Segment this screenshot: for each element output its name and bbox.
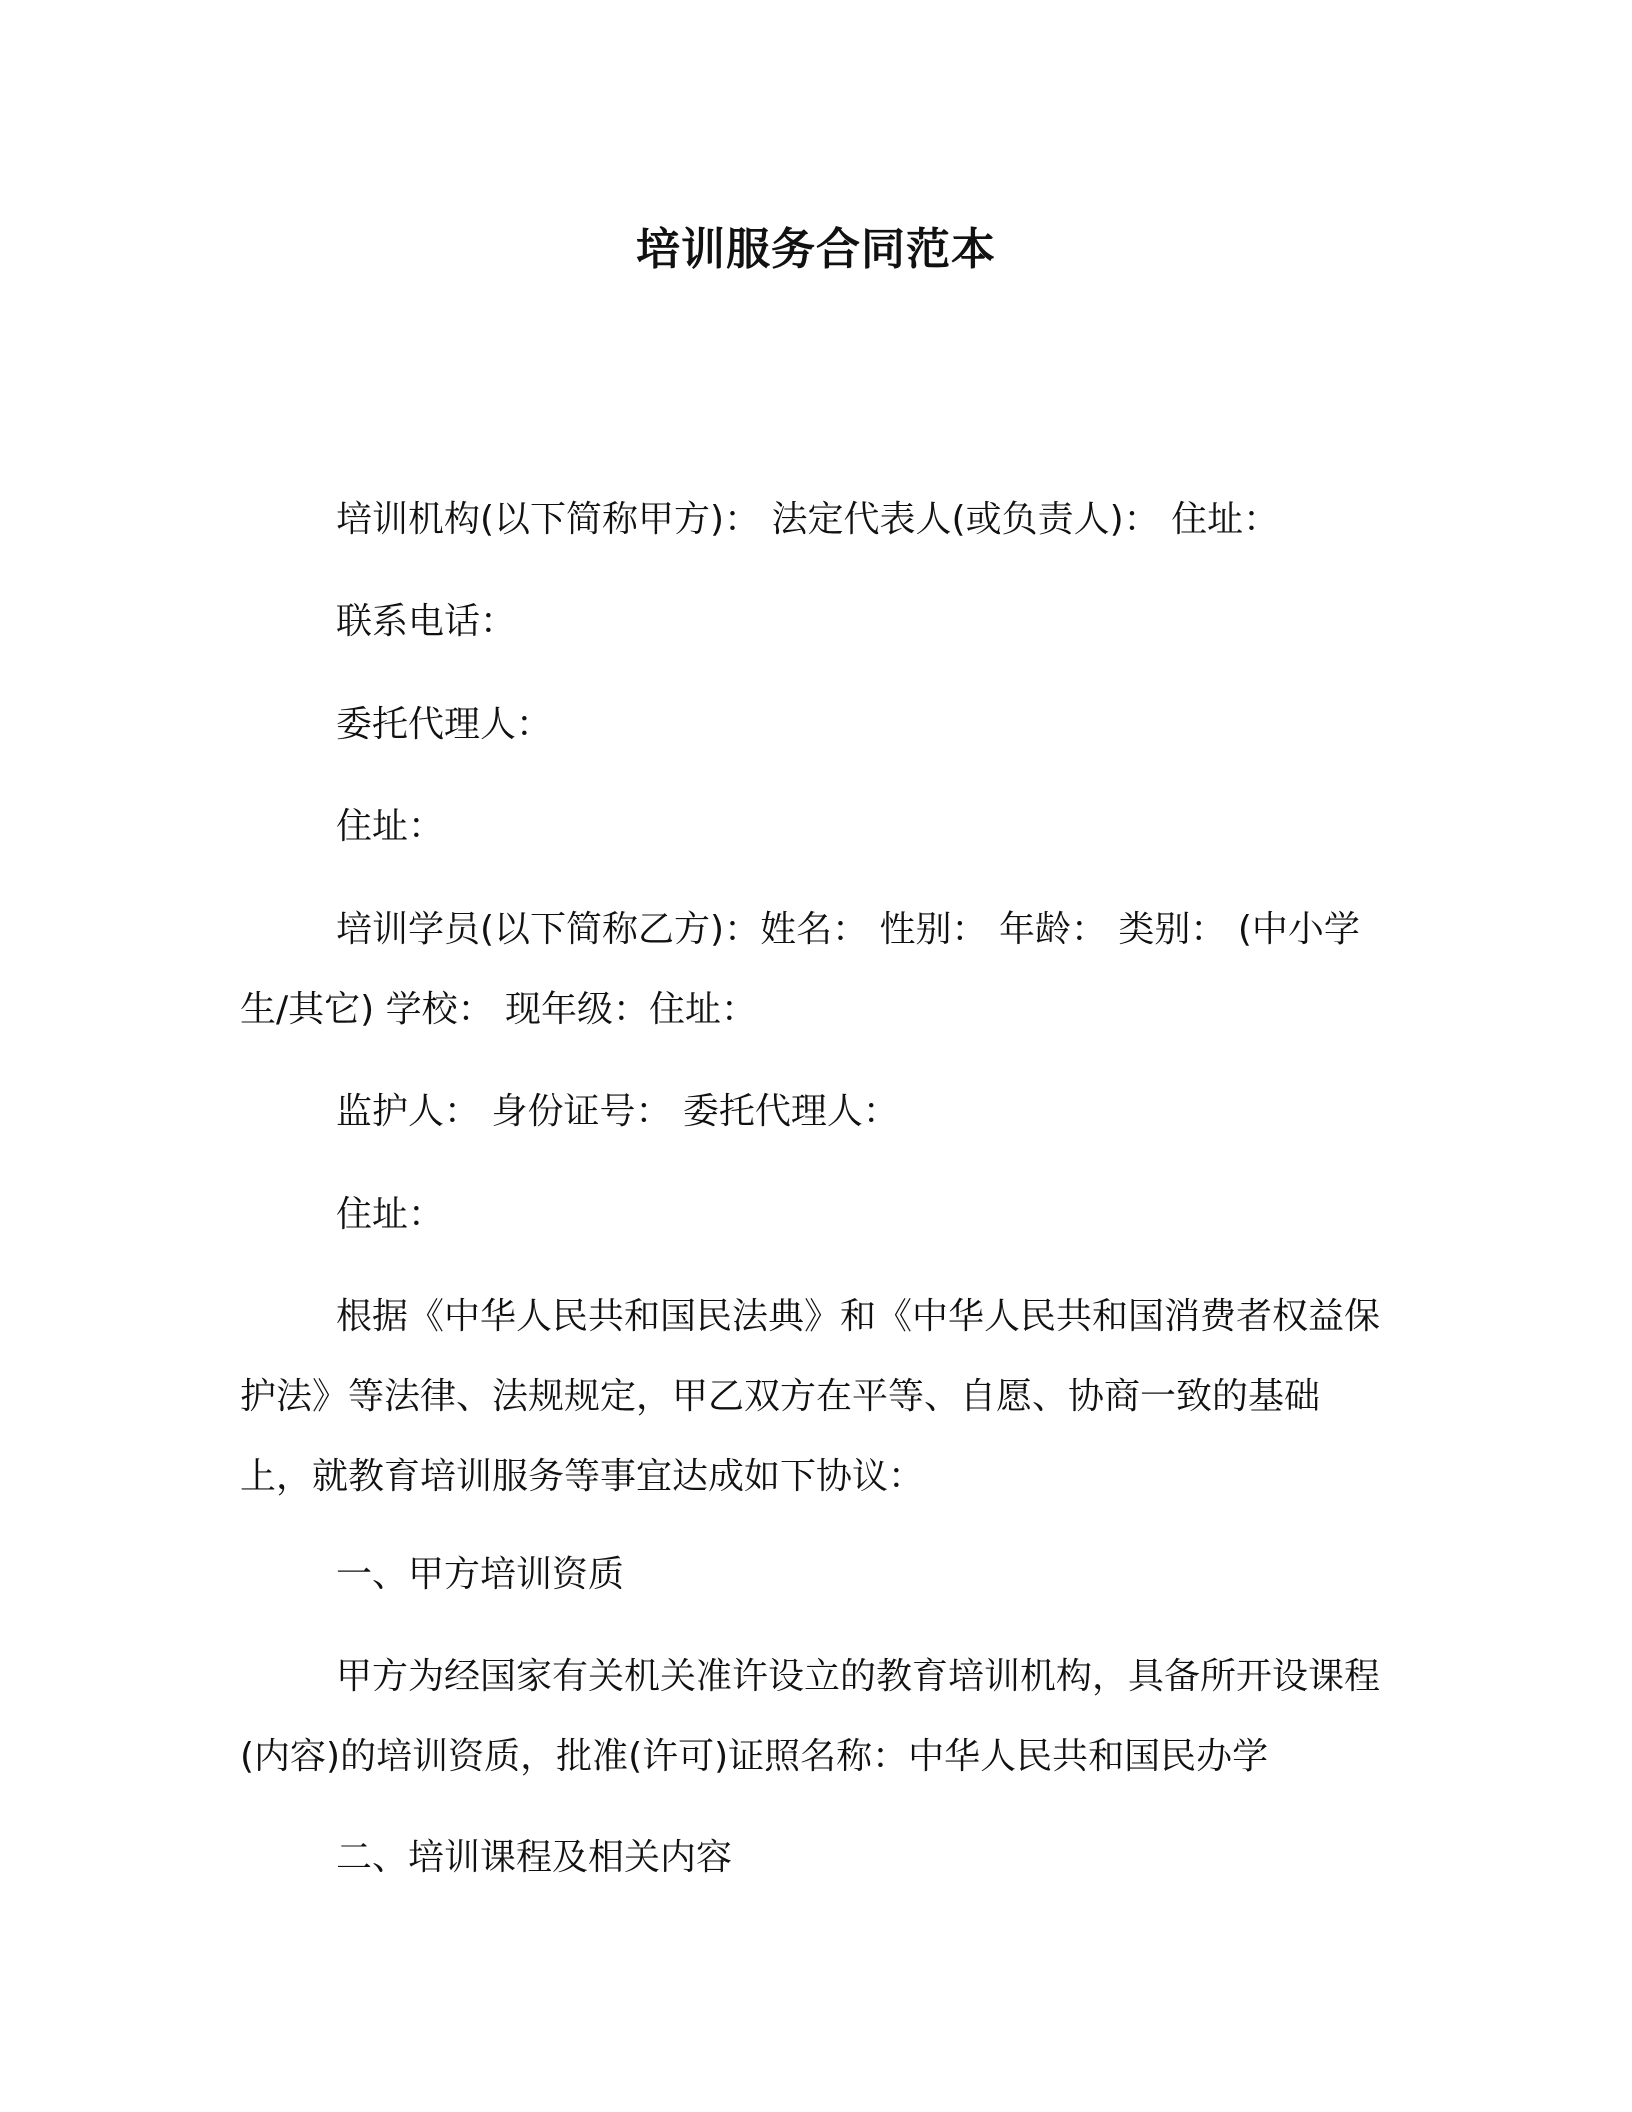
paragraph-party-b-info: 培训学员(以下简称乙方)：姓名： 性别： 年龄： 类别： (中小学生/其它) 学校： 现年级：住址： [240,909,1360,1030]
document-title: 培训服务合同范本 [636,224,996,275]
paragraph-legal-basis: 根据《中华人民共和国民法典》和《中华人民共和国消费者权益保护法》等法律、法规规定，甲乙双方在平等、自愿、协商一致的基础上，就教育培训服务等事宜达成如下协议： [240,1296,1381,1497]
paragraph-agent: 委托代理人： [336,704,553,745]
section-heading-1: 一、甲方培训资质 [336,1554,625,1595]
paragraph-qualification: 甲方为经国家有关机关准许设立的教育培训机构，具备所开设课程(内容)的培训资质，批准(许可)证照名称：中华人民共和国民办学 [240,1656,1381,1777]
paragraph-contact-phone: 联系电话： [336,601,517,642]
paragraph-party-a-info: 培训机构(以下简称甲方)： 法定代表人(或负责人)： 住址： [336,499,1280,540]
section-heading-2: 二、培训课程及相关内容 [336,1837,733,1878]
paragraph-address: 住址： [336,806,445,847]
paragraph-guardian-info: 监护人： 身份证号： 委托代理人： [336,1091,899,1132]
paragraph-guardian-address: 住址： [336,1194,445,1235]
